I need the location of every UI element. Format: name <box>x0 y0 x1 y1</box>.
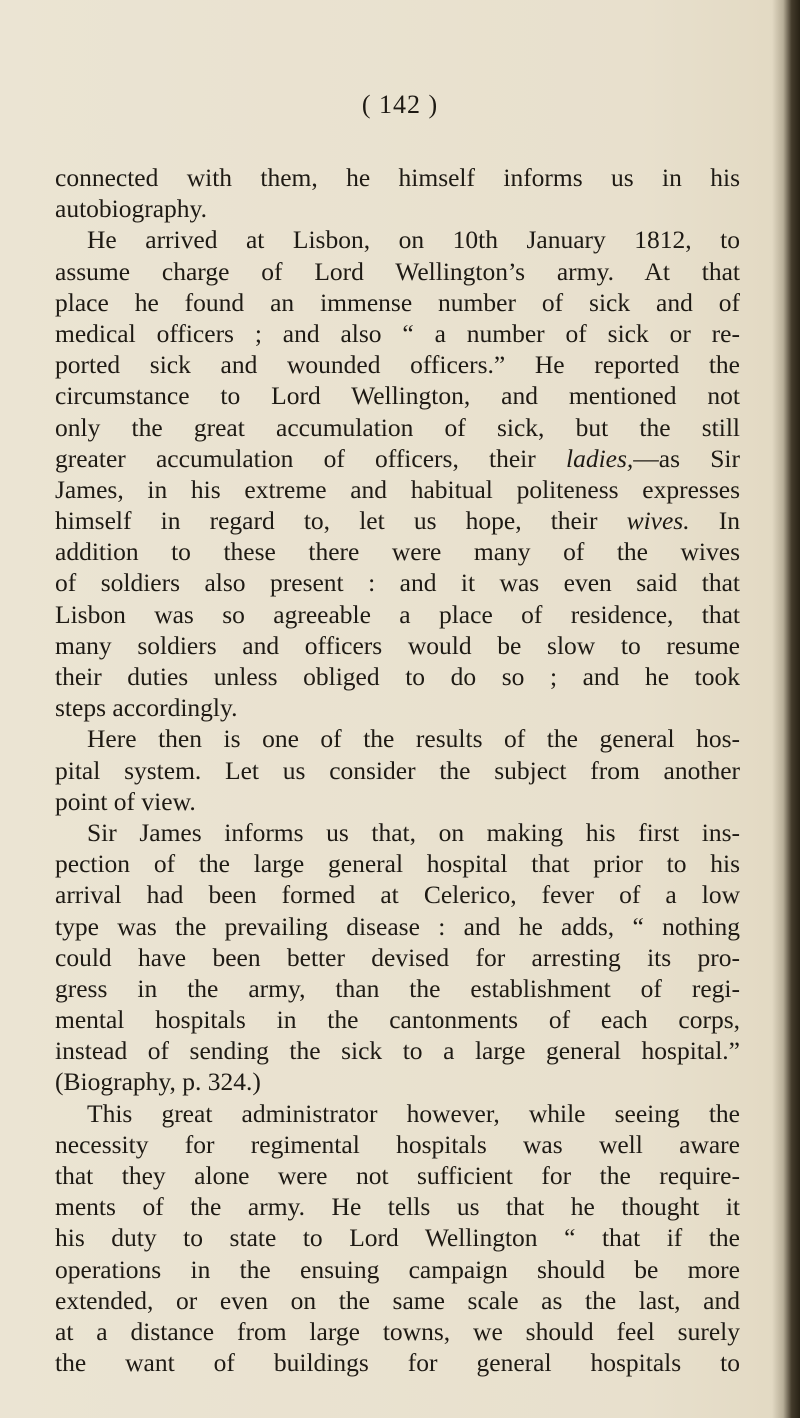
text-line: Lisbon was so agreeable a place of residence, that <box>55 599 740 629</box>
text-line: ments of the army. He tells us that he thought it <box>55 1192 740 1222</box>
text-line: Sir James informs us that, on making his first ins- <box>87 817 740 847</box>
text-segment: In <box>689 506 740 536</box>
italic-word: ladies, <box>565 443 634 473</box>
text-line: could have been better devised for arresting its pro- <box>55 942 740 972</box>
text-line: instead of sending the sick to a large general hospital.” <box>55 1036 740 1066</box>
text-line: ported sick and wounded officers.” He reported the <box>55 350 740 380</box>
text-line: their duties unless obliged to do so ; and he took <box>55 662 740 691</box>
text-line: medical officers ; and also “ a number of sick or re- <box>55 318 740 348</box>
text-line: extended, or even on the same scale as the last, and <box>55 1285 740 1315</box>
text-line: pital system. Let us consider the subject from another <box>55 755 740 785</box>
text-line: pection of the large general hospital that prior to his <box>55 849 740 879</box>
text-line: addition to these there were many of the wives <box>55 537 740 567</box>
text-line: the want of buildings for general hospitals to <box>55 1348 740 1378</box>
text-line <box>55 505 740 536</box>
text-line: assume charge of Lord Wellington’s army. At that <box>55 256 740 286</box>
text-line: point of view. <box>55 786 196 816</box>
text-line: mental hospitals in the cantonments of each corps, <box>55 1005 740 1035</box>
text-segment: himself in regard to, let us hope, their <box>55 506 627 536</box>
text-line: circumstance to Lord Wellington, and mentioned not <box>55 381 740 411</box>
text-line: only the great accumulation of sick, but the still <box>55 412 740 442</box>
page-number: ( 142 ) <box>361 90 439 119</box>
text-line: of soldiers also present : and it was even said that <box>55 568 740 598</box>
text-line: steps accordingly. <box>55 693 238 723</box>
text-line <box>55 443 740 474</box>
text-line: (Biography, p. 324.) <box>55 1067 261 1097</box>
text-line: Here then is one of the results of the general hos- <box>87 724 740 754</box>
text-line: He arrived at Lisbon, on 10th January 1812, to <box>87 225 740 255</box>
text-line: that they alone were not sufficient for the require- <box>55 1161 740 1190</box>
text-line: autobiography. <box>55 194 208 224</box>
text-line: arrival had been formed at Celerico, fever of a low <box>55 880 740 910</box>
text-line: many soldiers and officers would be slow to resume <box>55 630 740 660</box>
text-line: necessity for regimental hospitals was well aware <box>55 1129 740 1159</box>
body-text <box>55 162 740 1378</box>
italic-word: wives. <box>626 506 690 536</box>
text-segment: greater accumulation of officers, their <box>55 443 566 473</box>
text-line: type was the prevailing disease : and he adds, “ nothing <box>55 911 740 941</box>
text-line: connected with them, he himself informs us in his <box>55 163 740 192</box>
page-binding-shadow <box>772 0 800 1418</box>
text-line: gress in the army, than the establishment of regi- <box>55 973 740 1003</box>
text-segment: —as Sir <box>633 443 740 473</box>
text-line: James, in his extreme and habitual politeness expresses <box>55 474 740 504</box>
text-line: place he found an immense number of sick and of <box>55 287 740 317</box>
text-line: at a distance from large towns, we should feel surely <box>55 1316 740 1346</box>
text-line: This great administrator however, while seeing the <box>87 1098 740 1128</box>
text-line: operations in the ensuing campaign should be more <box>55 1254 740 1284</box>
text-line: his duty to state to Lord Wellington “ that if the <box>55 1223 740 1253</box>
